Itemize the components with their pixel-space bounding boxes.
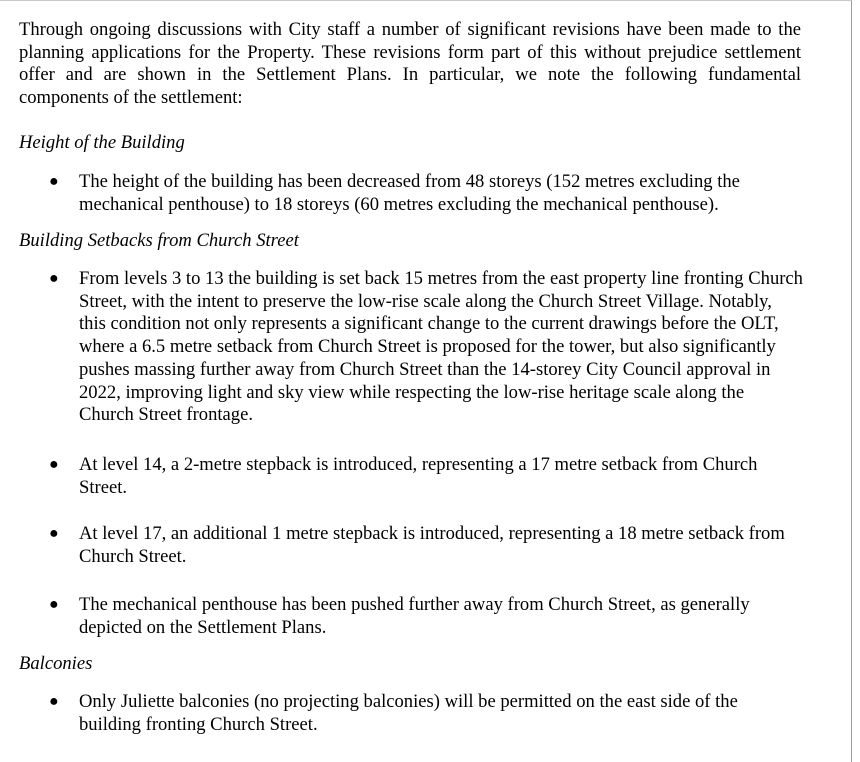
list-item-text: The mechanical penthouse has been pushed further away from Church Street, as generally depicted on the Settlement Plans. (79, 594, 750, 638)
bullet-icon: ● (49, 456, 59, 473)
bullet-icon: ● (49, 270, 59, 287)
intro-paragraph: Through ongoing discussions with City staff a number of significant revisions have been made to the planning applications for the Property. These revisions form part of this without prejudice settlement offer and are shown in the Settlement Plans. In particular, we note the following fundamental components of the settlement: (19, 19, 801, 109)
section-heading-height: Height of the Building (19, 132, 185, 153)
list-item-text: From levels 3 to 13 the building is set back 15 metres from the east property line fronting Church Street, with the intent to preserve the low-rise scale along the Church Street Village. Notably, this condition not only represents a significant change to the current drawings before the OLT, where a 6.5 metre setback from Church Street is proposed for the tower, but also significantly pushes massing further away from Church Street than the 14-storey City Council approval in 2022, improving light and sky view while respecting the low-rise heritage scale along the Church Street frontage. (79, 268, 803, 426)
list-item-text: At level 14, a 2-metre stepback is introduced, representing a 17 metre setback from Church Street. (79, 454, 758, 498)
list-item-height-decrease (19, 171, 819, 216)
list-item-setback-level-14 (19, 454, 819, 499)
list-item-mechanical-penthouse (19, 594, 819, 639)
bullet-icon: ● (49, 525, 59, 542)
section-heading-setbacks: Building Setbacks from Church Street (19, 230, 299, 251)
bullet-icon: ● (49, 596, 59, 613)
list-item-text: At level 17, an additional 1 metre stepback is introduced, representing a 18 metre setback from Church Street. (79, 523, 785, 567)
list-item-setback-levels-3-13 (19, 268, 819, 427)
list-item-juliette-balconies (19, 691, 819, 736)
section-heading-balconies: Balconies (19, 653, 93, 674)
list-item-text: Only Juliette balconies (no projecting balconies) will be permitted on the east side of the building fronting Church Street. (79, 691, 738, 735)
list-item-setback-level-17 (19, 523, 819, 568)
list-item-text: The height of the building has been decreased from 48 storeys (152 metres excluding the mechanical penthouse) to 18 storeys (60 metres excluding the mechanical penthouse). (79, 171, 740, 215)
bullet-icon: ● (49, 173, 59, 190)
bullet-icon: ● (49, 693, 59, 710)
